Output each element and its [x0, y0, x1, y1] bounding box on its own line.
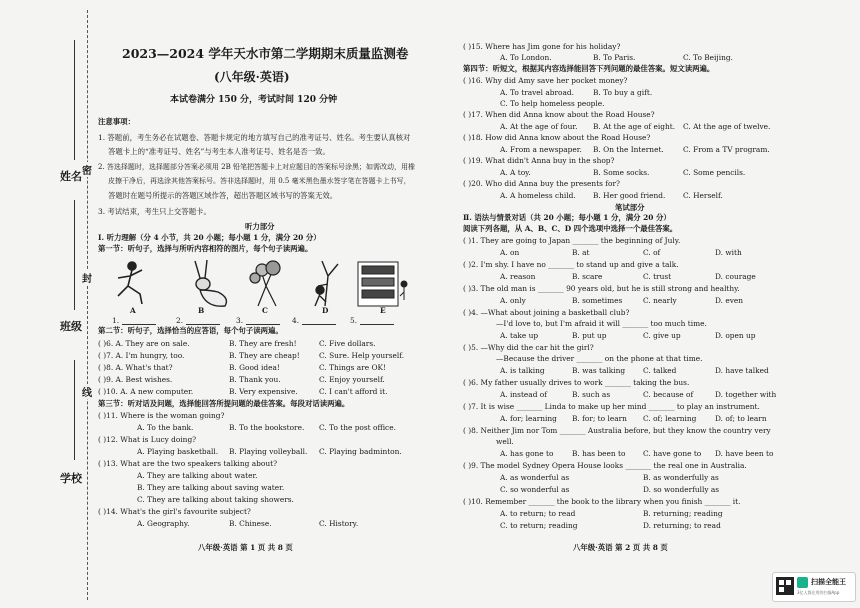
- q16-opt-a: A. To travel abroad.: [500, 88, 574, 97]
- class-line: [74, 200, 75, 310]
- g3-stem: ( )3. The old man is _______ 90 years old, but he is still strong and healthy.: [463, 284, 740, 293]
- q9-stem: ( )9. A. Best wishes.: [98, 375, 173, 384]
- q10-opt-b: B. Very expensive.: [229, 387, 298, 396]
- g8-opt-c: C. have gone to: [643, 449, 702, 458]
- q13-opt-b: B. They are talking about saving water.: [137, 483, 285, 492]
- part1-title: Ⅰ. 听力理解（分 4 小节，共 20 小题；每小题 1 分，满分 20 分）: [98, 233, 321, 242]
- q12-opt-b: B. Playing volleyball.: [229, 447, 308, 456]
- g4-stem-b: —I'd love to, but I'm afraid it will _______ too much time.: [496, 319, 707, 328]
- q14-opt-c: C. History.: [319, 519, 359, 528]
- q16-stem: ( )16. Why did Amy save her pocket money?: [463, 76, 628, 85]
- q8-opt-b: B. Good idea!: [229, 363, 280, 372]
- binding-line: [87, 10, 88, 600]
- school-label: 学校: [60, 472, 82, 485]
- written-title: 笔试部分: [615, 203, 645, 212]
- g4-opt-c: C. give up: [643, 331, 681, 340]
- part2-title: Ⅱ. 语法与情景对话（共 20 小题；每小题 1 分，满分 20 分）: [463, 213, 671, 222]
- g1-opt-a: A. on: [500, 248, 520, 257]
- pic-letter: C: [262, 306, 268, 315]
- answer-blank-label: 2.: [176, 316, 184, 325]
- seal-xian: 线: [82, 384, 92, 399]
- q11-opt-c: C. To the post office.: [319, 423, 396, 432]
- q14-opt-a: A. Geography.: [137, 519, 190, 528]
- answer-blank-label: 5.: [350, 316, 358, 325]
- q13-opt-c: C. They are talking about taking showers.: [137, 495, 294, 504]
- g10-opt-c: C. to return; reading: [500, 521, 578, 530]
- g8-stem: ( )8. Neither Jim nor Tom _______ Australia before, but they know the country very: [463, 426, 771, 435]
- name-label: 姓名: [60, 170, 82, 183]
- scanner-badge-text: 扫描全能王: [811, 578, 846, 586]
- g6-opt-c: C. because of: [643, 390, 694, 399]
- q8-opt-c: C. Things are OK!: [319, 363, 386, 372]
- q20-opt-c: C. Herself.: [683, 191, 723, 200]
- q10-opt-c: C. I can't afford it.: [319, 387, 388, 396]
- g5-opt-a: A. is talking: [500, 366, 545, 375]
- scanner-badge-sub: 3亿人都在用的扫描App: [797, 590, 840, 595]
- answer-blank-label: 1.: [112, 316, 120, 325]
- q12-stem: ( )12. What is Lucy doing?: [98, 435, 197, 444]
- pic-letter: B: [198, 306, 205, 315]
- q20-stem: ( )20. Who did Anna buy the presents for?: [463, 179, 620, 188]
- q19-opt-c: C. Some pencils.: [683, 168, 746, 177]
- sec4-instr: 第四节：听短文，根据其内容选择能回答下列问题的最佳答案。短文读两遍。: [463, 64, 715, 73]
- q19-opt-b: B. Some socks.: [593, 168, 650, 177]
- g8-opt-b: B. has been to: [572, 449, 626, 458]
- sec1-instr: 第一节：听句子，选择与所听内容相符的图片，每个句子读两遍。: [98, 244, 313, 253]
- q17-opt-c: C. At the age of twelve.: [683, 122, 771, 131]
- g8-opt-a: A. has gone to: [500, 449, 554, 458]
- answer-blank[interactable]: [302, 324, 336, 325]
- class-label: 班级: [60, 320, 82, 333]
- g10-stem: ( )10. Remember _______ the book to the library when you finish _______ it.: [463, 497, 741, 506]
- listening-title: 听力部分: [245, 222, 275, 231]
- g8-opt-d: D. have been to: [715, 449, 774, 458]
- g5-stem-b: —Because the driver _______ on the phone at that time.: [496, 354, 703, 363]
- q9-opt-c: C. Enjoy yourself.: [319, 375, 385, 384]
- q19-stem: ( )19. What didn't Anna buy in the shop?: [463, 156, 615, 165]
- pic-letter: D: [322, 306, 329, 315]
- g4-opt-a: A. take up: [500, 331, 539, 340]
- q16-opt-b: B. To buy a gift.: [593, 88, 653, 97]
- school-line: [74, 360, 75, 460]
- q11-stem: ( )11. Where is the woman going?: [98, 411, 225, 420]
- pic-letter: A: [130, 306, 136, 315]
- g1-opt-d: D. with: [715, 248, 742, 257]
- q6-opt-b: B. They are fresh!: [229, 339, 297, 348]
- g2-opt-d: D. courage: [715, 272, 756, 281]
- page-footer: 八年级·英语 第 1 页 共 8 页: [198, 543, 293, 552]
- g5-opt-d: D. have talked: [715, 366, 769, 375]
- q18-stem: ( )18. How did Anna know about the Road House?: [463, 133, 651, 142]
- q17-opt-b: B. At the age of eight.: [593, 122, 676, 131]
- name-line: [74, 40, 75, 160]
- q12-opt-a: A. Playing basketball.: [137, 447, 219, 456]
- q9-opt-b: B. Thank you.: [229, 375, 281, 384]
- climbing-picture-icon: [315, 261, 338, 306]
- g2-opt-c: C. trust: [643, 272, 672, 281]
- tree-picture-icon: [250, 261, 280, 306]
- score-time: 本试卷满分 150 分，考试时间 120 分钟: [170, 95, 338, 105]
- shop-picture-icon: [358, 262, 407, 306]
- g9-opt-b: B. as wonderfully as: [643, 473, 719, 482]
- seal-feng: 封: [82, 270, 92, 285]
- q14-opt-b: B. Chinese.: [229, 519, 272, 528]
- q12-opt-c: C. Playing badminton.: [319, 447, 402, 456]
- q20-opt-a: A. A homeless child.: [500, 191, 576, 200]
- notice-line: 3. 考试结束，考生只上交答题卡。: [98, 207, 211, 216]
- g7-opt-a: A. for; learning: [500, 414, 557, 423]
- q7-opt-b: B. They are cheap!: [229, 351, 300, 360]
- notice-line: 答题卡上的“准考证号、姓名”与考生本人准考证号、姓名是否一致。: [108, 147, 330, 156]
- g7-opt-d: D. of; to learn: [715, 414, 767, 423]
- g5-opt-b: B. was talking: [572, 366, 626, 375]
- g4-opt-d: D. open up: [715, 331, 756, 340]
- g2-opt-a: A. reason: [500, 272, 536, 281]
- camscanner-logo-icon: [797, 577, 808, 588]
- g10-opt-d: D. returning; to read: [643, 521, 721, 530]
- g9-opt-a: A. as wonderful as: [500, 473, 570, 482]
- q19-opt-a: A. A toy.: [500, 168, 531, 177]
- notice-heading: 注意事项：: [98, 117, 135, 126]
- scanner-badge: [772, 572, 856, 602]
- g4-opt-b: B. put up: [572, 331, 607, 340]
- sec3-instr: 第三节：听对话及问题，选择能回答所提问题的最佳答案。每段对话读两遍。: [98, 399, 350, 408]
- g3-opt-a: A. only: [500, 296, 526, 305]
- listening-pictures: [110, 256, 410, 314]
- q7-opt-c: C. Sure. Help yourself.: [319, 351, 405, 360]
- g1-opt-c: C. of: [643, 248, 661, 257]
- q7-stem: ( )7. A. I'm hungry, too.: [98, 351, 185, 360]
- q15-opt-a: A. To London.: [500, 53, 552, 62]
- q11-opt-b: B. To the bookstore.: [229, 423, 305, 432]
- g7-stem: ( )7. It is wise _______ Linda to make up her mind _______ to play an instrument.: [463, 402, 760, 411]
- q18-opt-a: A. From a newspaper.: [500, 145, 582, 154]
- g6-opt-a: A. instead of: [500, 390, 547, 399]
- q17-opt-a: A. At the age of four.: [500, 122, 578, 131]
- q13-stem: ( )13. What are the two speakers talking about?: [98, 459, 278, 468]
- q6-stem: ( )6. A. They are on sale.: [98, 339, 190, 348]
- qr-code-icon: [776, 577, 794, 595]
- g7-opt-b: B. for; to learn: [572, 414, 627, 423]
- g3-opt-c: C. nearly: [643, 296, 677, 305]
- rabbit-picture-icon: [195, 260, 226, 306]
- exam-title: 2023—2024 学年天水市第二学期期末质量监测卷: [122, 46, 409, 61]
- g3-opt-b: B. sometimes: [572, 296, 623, 305]
- g5-opt-c: C. talked: [643, 366, 677, 375]
- q20-opt-b: B. Her good friend.: [593, 191, 666, 200]
- runner-picture-icon: [118, 262, 142, 304]
- g2-stem: ( )2. I'm shy. I have no _______ to stand up and give a talk.: [463, 260, 679, 269]
- q11-opt-a: A. To the bank.: [137, 423, 194, 432]
- g10-opt-a: A. to return; to read: [500, 509, 576, 518]
- answer-blank[interactable]: [186, 324, 220, 325]
- seal-mi: 密: [82, 162, 92, 177]
- g6-opt-d: D. together with: [715, 390, 777, 399]
- g6-opt-b: B. such as: [572, 390, 611, 399]
- q16-opt-c: C. To help homeless people.: [500, 99, 605, 108]
- sec2-instr: 第二节：听句子，选择恰当的应答语，每个句子读两遍。: [98, 326, 283, 335]
- q13-opt-a: A. They are talking about water.: [137, 471, 258, 480]
- q14-stem: ( )14. What's the girl's favourite subject?: [98, 507, 251, 516]
- g9-opt-c: C. so wonderful as: [500, 485, 570, 494]
- notice-line: 2. 答选择题时，选择题部分答案必须用 2B 铅笔把答题卡上对应题目的答案标号涂黑；如需改动，用橡: [98, 163, 415, 171]
- answer-blank[interactable]: [122, 324, 156, 325]
- q15-opt-c: C. To Beijing.: [683, 53, 733, 62]
- q18-opt-b: B. On the Internet.: [593, 145, 664, 154]
- page-footer: 八年级·英语 第 2 页 共 8 页: [573, 543, 668, 552]
- q15-opt-b: B. To Paris.: [593, 53, 636, 62]
- g10-opt-b: B. returning; reading: [643, 509, 723, 518]
- q6-opt-c: C. Five dollars.: [319, 339, 376, 348]
- part2-instr: 阅读下列各题，从 A、B、C、D 四个选项中选择一个最佳答案。: [463, 224, 678, 233]
- q10-stem: ( )10. A. A new computer.: [98, 387, 194, 396]
- answer-blank[interactable]: [360, 324, 394, 325]
- q15-stem: ( )15. Where has Jim gone for his holiday?: [463, 42, 621, 51]
- answer-blank-label: 3.: [236, 316, 244, 325]
- pic-letter: E: [380, 306, 386, 315]
- g9-stem: ( )9. The model Sydney Opera House looks _______ the real one in Australia.: [463, 461, 747, 470]
- notice-line: 答题时在题号所提示的答题区域作答，超出答题区域书写的答案无效。: [108, 191, 338, 200]
- answer-blank[interactable]: [246, 324, 280, 325]
- notice-line: 1. 答题前，考生务必在试题卷、答题卡规定的地方填写自己的准考证号、姓名。考生要认真核对: [98, 133, 411, 142]
- g6-stem: ( )6. My father usually drives to work _______ taking the bus.: [463, 378, 690, 387]
- q18-opt-c: C. From a TV program.: [683, 145, 770, 154]
- g1-opt-b: B. at: [572, 248, 590, 257]
- q17-stem: ( )17. When did Anna know about the Road House?: [463, 110, 655, 119]
- notice-line: 皮擦干净后，再选涂其他答案标号。答非选择题时，用 0.5 毫米黑色墨水签字笔在答题卡上书写，: [108, 177, 411, 185]
- g9-opt-d: D. so wonderfully as: [643, 485, 720, 494]
- g3-opt-d: D. even: [715, 296, 744, 305]
- q8-stem: ( )8. A. What's that?: [98, 363, 173, 372]
- answer-blank-label: 4.: [292, 316, 300, 325]
- g4-stem: ( )4. —What about joining a basketball club?: [463, 308, 630, 317]
- g5-stem: ( )5. —Why did the car hit the girl?: [463, 343, 594, 352]
- exam-grade: (八年级·英语): [214, 70, 290, 84]
- g7-opt-c: C. of; learning: [643, 414, 697, 423]
- g1-stem: ( )1. They are going to Japan _______ the beginning of July.: [463, 236, 681, 245]
- g8-stem-b: well.: [496, 437, 514, 446]
- g2-opt-b: B. scare: [572, 272, 603, 281]
